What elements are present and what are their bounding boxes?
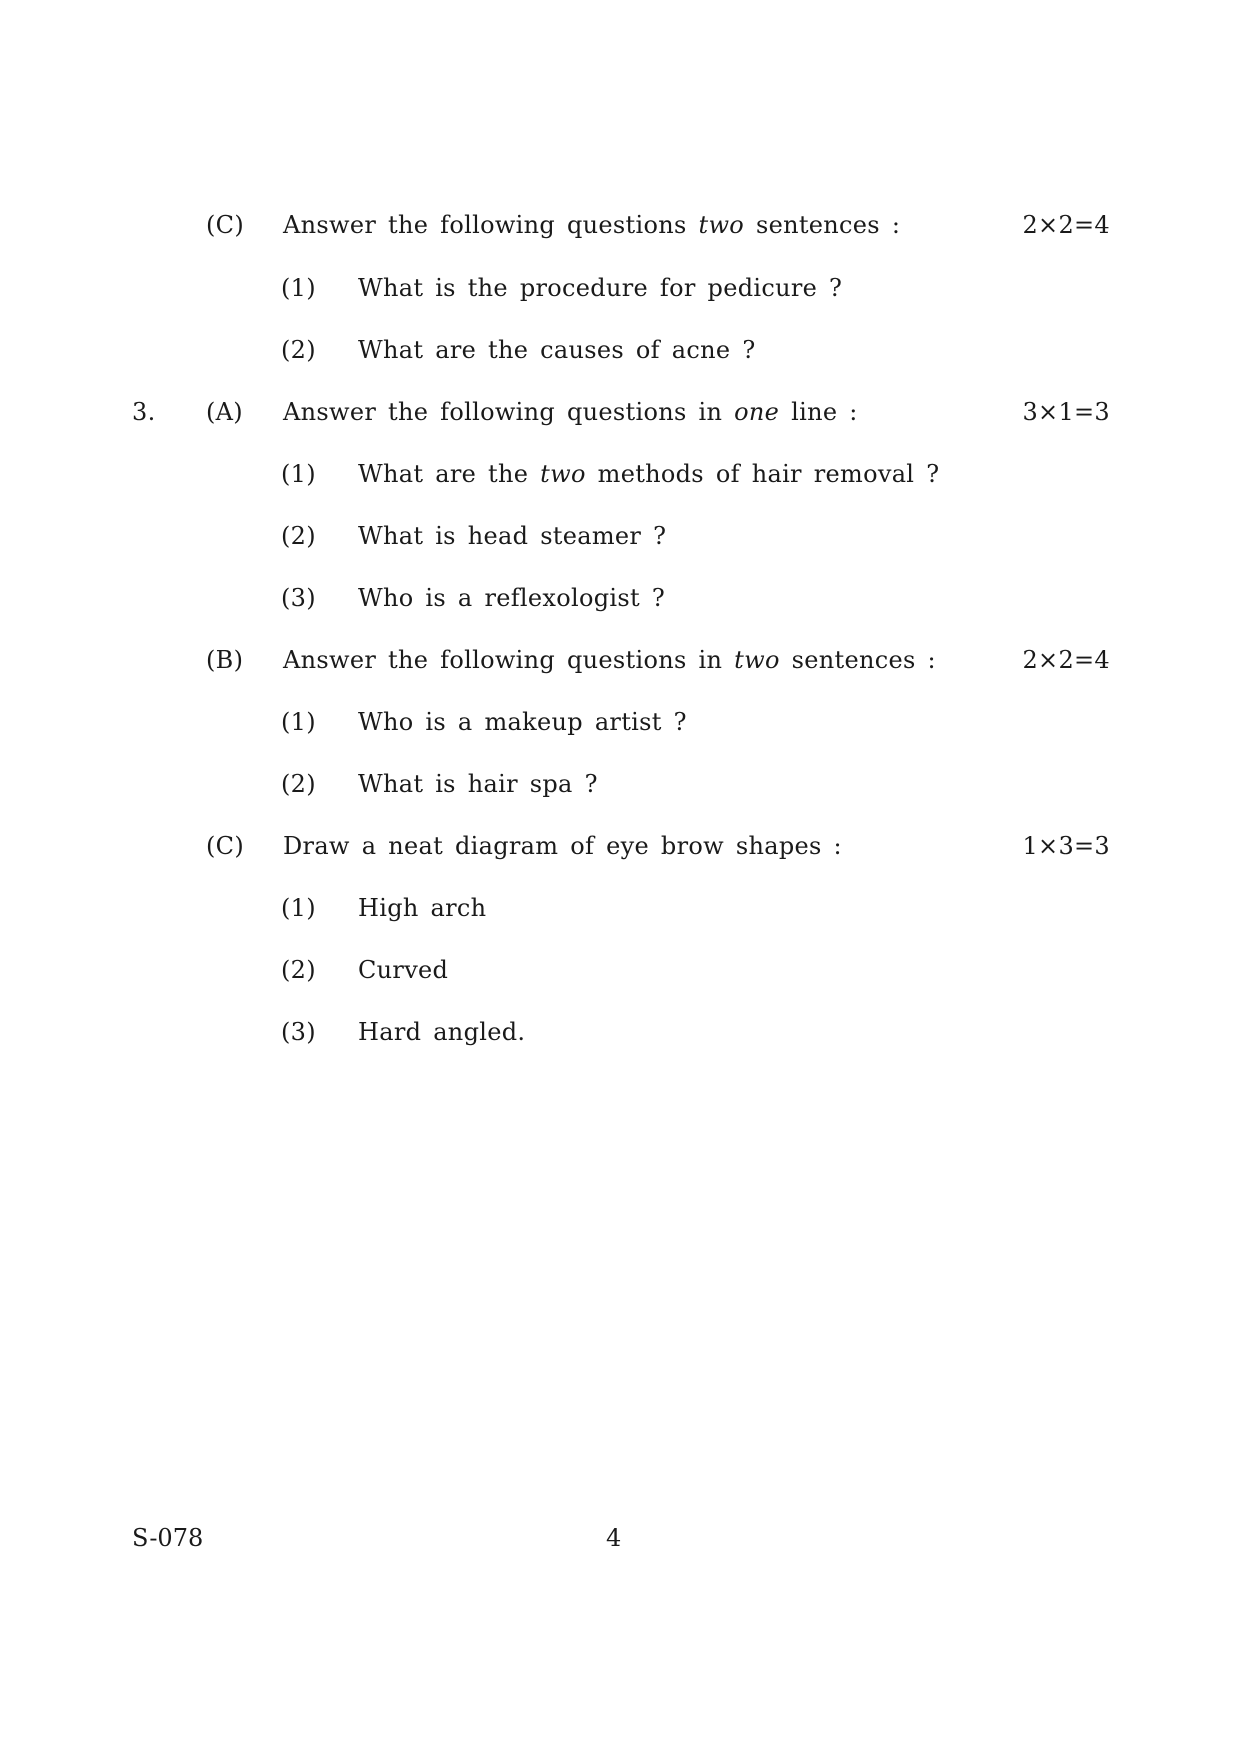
question-number: 3. — [132, 398, 156, 426]
marks: 1×3=3 — [1022, 832, 1110, 860]
question-item — [0, 454, 1240, 494]
marks: 2×2=4 — [1022, 646, 1110, 674]
item-text: High arch — [358, 894, 487, 922]
item-text: Curved — [358, 956, 449, 984]
question-3b-heading — [0, 640, 1240, 680]
question-3c-heading — [0, 826, 1240, 866]
instruction-text: Answer the following questions in two sentences : — [283, 646, 936, 674]
instruction-text: Answer the following questions in one line : — [283, 398, 858, 426]
question-item — [0, 1012, 1240, 1052]
instruction-text: Answer the following questions two sentences : — [283, 211, 901, 239]
item-text: What is the procedure for pedicure ? — [358, 274, 843, 302]
part-label: (C) — [206, 211, 244, 239]
question-item — [0, 330, 1240, 370]
item-number: (1) — [281, 708, 316, 736]
item-text: What is head steamer ? — [358, 522, 667, 550]
item-text: Hard angled. — [358, 1018, 526, 1046]
item-text: What are the two methods of hair removal ? — [358, 460, 940, 488]
part-label: (B) — [206, 646, 244, 674]
paper-code: S-078 — [132, 1524, 204, 1552]
item-number: (2) — [281, 336, 316, 364]
question-item — [0, 950, 1240, 990]
item-number: (1) — [281, 894, 316, 922]
item-number: (3) — [281, 584, 316, 612]
part-label: (C) — [206, 832, 244, 860]
item-number: (3) — [281, 1018, 316, 1046]
item-number: (1) — [281, 274, 316, 302]
marks: 2×2=4 — [1022, 211, 1110, 239]
question-item — [0, 268, 1240, 308]
marks: 3×1=3 — [1022, 398, 1110, 426]
page-number: 4 — [606, 1524, 622, 1552]
question-item — [0, 888, 1240, 928]
question-3a-heading — [0, 392, 1240, 432]
item-number: (2) — [281, 522, 316, 550]
question-item — [0, 702, 1240, 742]
item-number: (2) — [281, 956, 316, 984]
item-number: (1) — [281, 460, 316, 488]
item-text: What are the causes of acne ? — [358, 336, 756, 364]
item-text: What is hair spa ? — [358, 770, 598, 798]
question-item — [0, 578, 1240, 618]
part-label: (A) — [206, 398, 243, 426]
item-text: Who is a reflexologist ? — [358, 584, 666, 612]
question-item — [0, 764, 1240, 804]
instruction-text: Draw a neat diagram of eye brow shapes : — [283, 832, 842, 860]
question-2c-heading — [0, 205, 1240, 245]
item-text: Who is a makeup artist ? — [358, 708, 687, 736]
question-item — [0, 516, 1240, 556]
item-number: (2) — [281, 770, 316, 798]
